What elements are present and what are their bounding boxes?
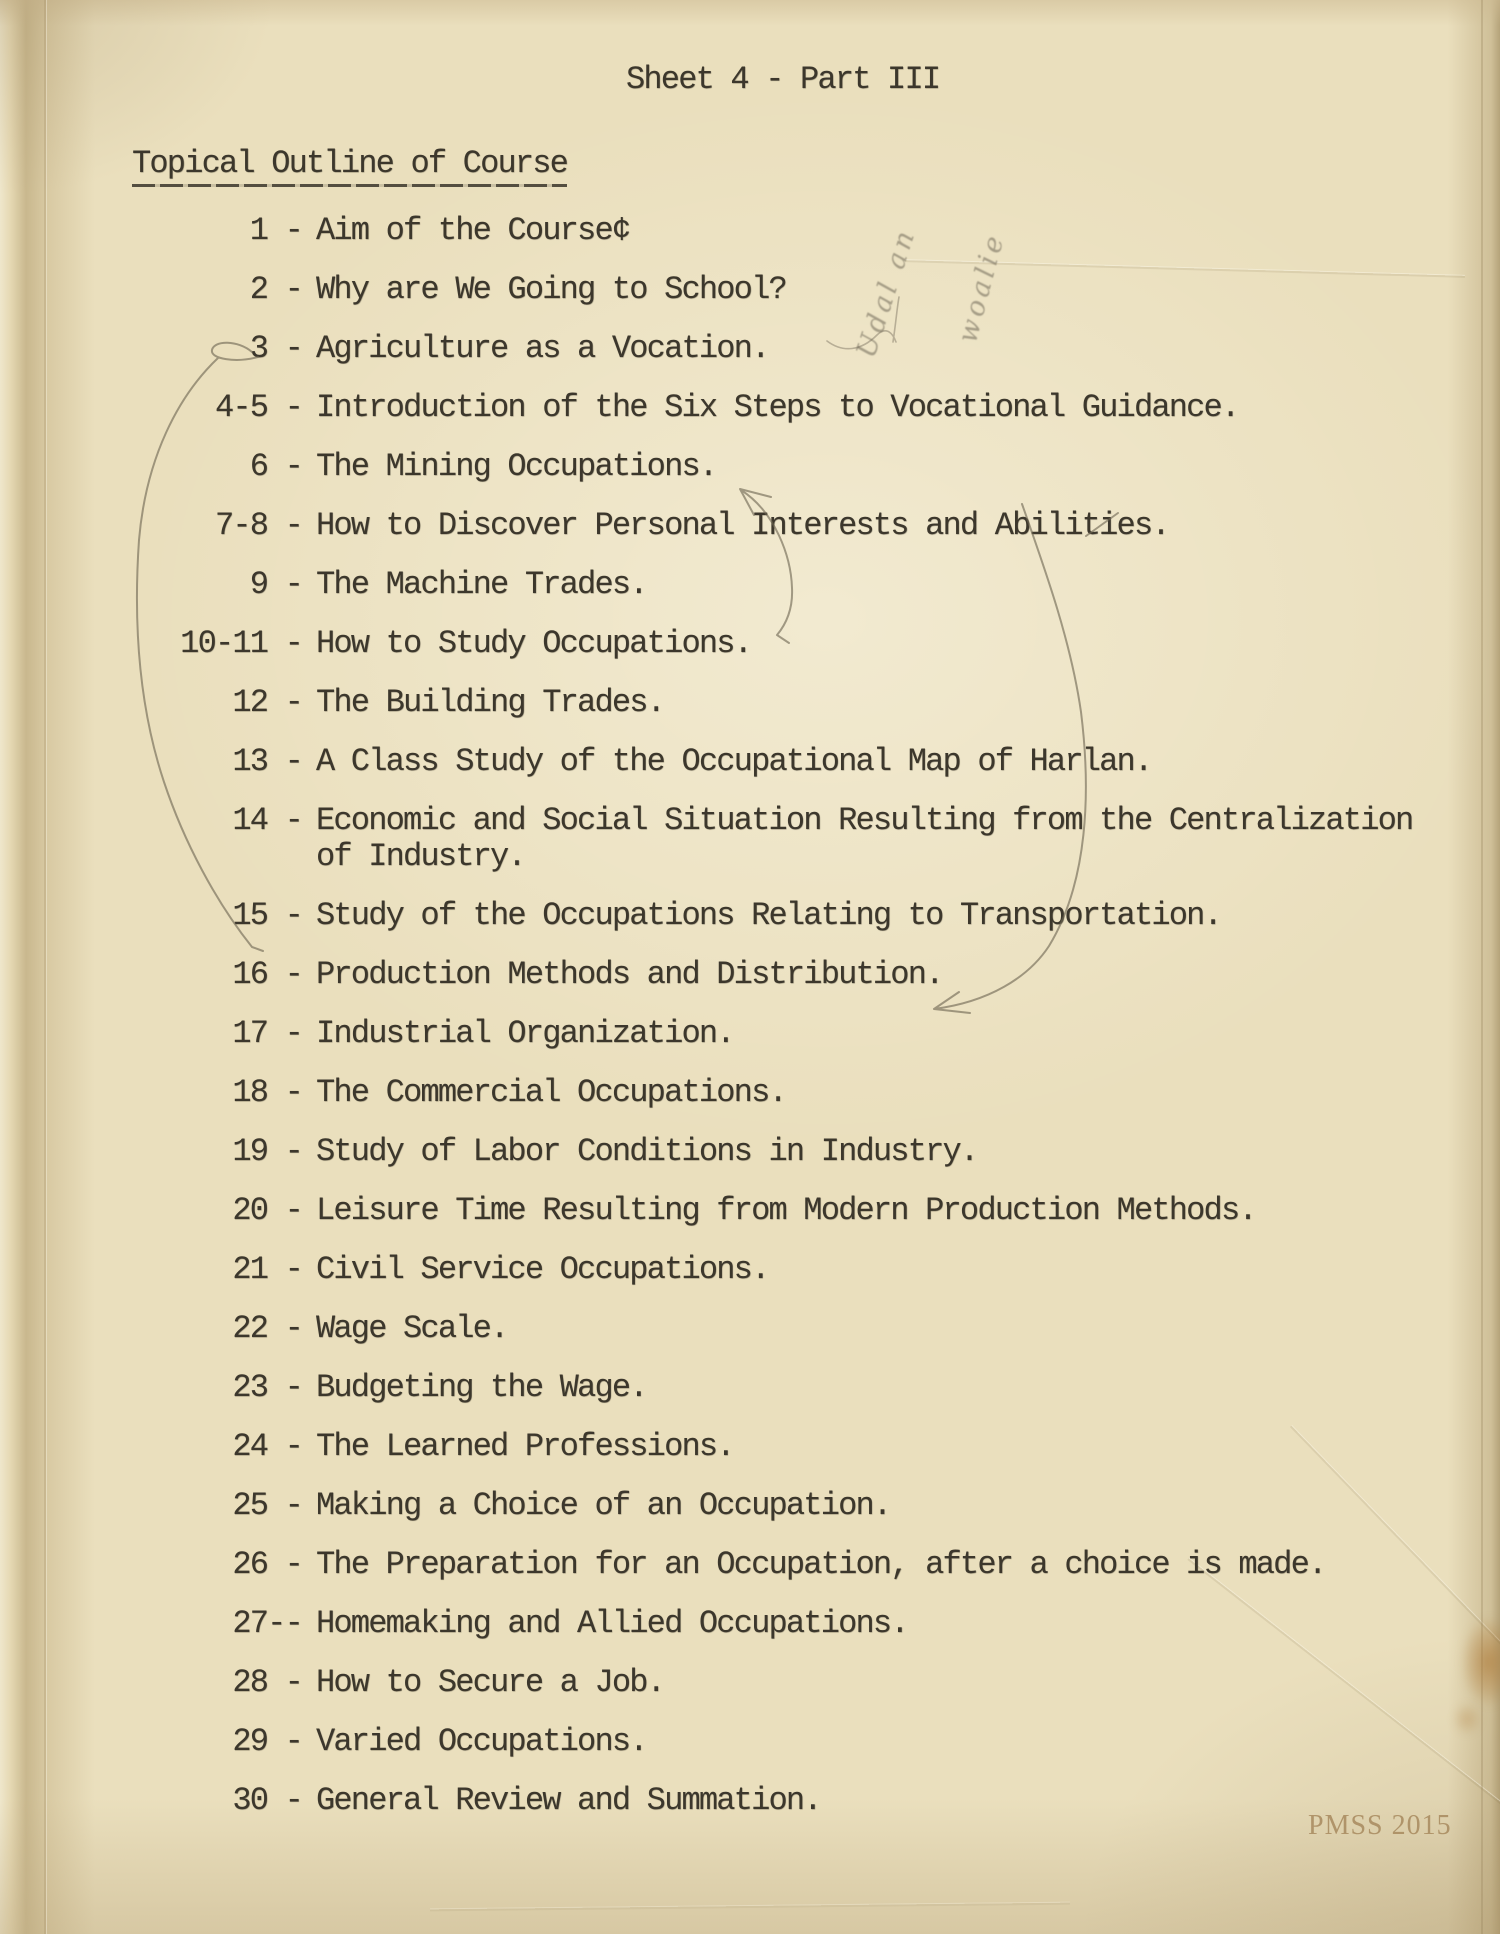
list-item (132, 1783, 1442, 1819)
item-number: 12 - (232, 684, 302, 721)
item-title: How to Secure a Job. (316, 1664, 665, 1701)
item-number: 3 - (249, 330, 302, 367)
item-title: Homemaking and Allied Occupations. (316, 1605, 908, 1642)
paper-crease (430, 1903, 1070, 1912)
item-title: The Learned Professions. (316, 1428, 734, 1465)
item-number: 7-8 - (214, 507, 302, 544)
list-item (132, 272, 1442, 308)
item-number: 6 - (249, 448, 302, 485)
item-title: Study of the Occupations Relating to Transportation. (316, 897, 1221, 934)
paper-edge-line (44, 0, 46, 1934)
watermark: PMSS 2015 (1308, 1810, 1452, 1841)
list-item (132, 744, 1442, 780)
list-item (132, 1606, 1442, 1642)
item-title: Budgeting the Wage. (316, 1369, 647, 1406)
item-number: 15 - (232, 897, 302, 934)
item-number: 2 - (249, 271, 302, 308)
stain-mark (1452, 1702, 1482, 1736)
item-number: 29 - (232, 1723, 302, 1760)
item-number: 4-5 - (214, 389, 302, 426)
list-item (132, 1134, 1442, 1170)
list-item (132, 390, 1442, 426)
list-item (132, 1724, 1442, 1760)
item-number: 30 - (232, 1782, 302, 1819)
list-item (132, 1193, 1442, 1229)
list-item (132, 957, 1442, 993)
list-item (132, 508, 1442, 544)
stain-mark (1460, 1616, 1500, 1708)
list-item (132, 1665, 1442, 1701)
list-item (132, 1547, 1442, 1583)
item-title: The Commercial Occupations. (316, 1074, 786, 1111)
list-item (132, 1311, 1442, 1347)
item-number: 28 - (232, 1664, 302, 1701)
item-title: Industrial Organization. (316, 1015, 734, 1052)
item-title: General Review and Summation. (316, 1782, 821, 1819)
item-title: Production Methods and Distribution. (316, 956, 943, 993)
item-title: Leisure Time Resulting from Modern Production Methods. (316, 1192, 1256, 1229)
list-item (132, 213, 1442, 249)
item-title: Agriculture as a Vocation. (316, 330, 769, 367)
list-item (132, 1370, 1442, 1406)
item-title: Wage Scale. (316, 1310, 508, 1347)
item-title: Study of Labor Conditions in Industry. (316, 1133, 978, 1170)
item-title: Why are We Going to School? (316, 271, 786, 308)
item-number: 13 - (232, 743, 302, 780)
item-title: Making a Choice of an Occupation. (316, 1487, 891, 1524)
item-title: The Preparation for an Occupation, after a choice is made. (316, 1546, 1326, 1583)
list-item (132, 898, 1442, 934)
item-number: 16 - (232, 956, 302, 993)
sheet-header: Sheet 4 - Part III (626, 61, 940, 98)
item-number: 22 - (232, 1310, 302, 1347)
list-item (132, 567, 1442, 603)
item-title: Introduction of the Six Steps to Vocational Guidance. (316, 389, 1239, 426)
page-title: Topical Outline of Course (132, 146, 567, 187)
handwritten-pencil-note-line1: Udal an (851, 223, 923, 362)
item-number: 1 - (249, 212, 302, 249)
list-item (132, 331, 1442, 367)
item-number: 19 - (232, 1133, 302, 1170)
item-number: 25 - (232, 1487, 302, 1524)
list-item (132, 626, 1442, 662)
list-item (132, 449, 1442, 485)
item-title: Aim of the Course¢ (316, 212, 630, 249)
item-title: Varied Occupations. (316, 1723, 647, 1760)
item-number: 18 - (232, 1074, 302, 1111)
item-number: 20 - (232, 1192, 302, 1229)
item-title: Civil Service Occupations. (316, 1251, 769, 1288)
item-number: 21 - (232, 1251, 302, 1288)
topic-list (132, 213, 1442, 1842)
item-title: A Class Study of the Occupational Map of Harlan. (316, 743, 1152, 780)
item-number: 10-11 - (180, 625, 302, 662)
list-item (132, 1488, 1442, 1524)
item-number: 14 - (232, 802, 302, 839)
item-title: The Machine Trades. (316, 566, 647, 603)
item-title: How to Discover Personal Interests and Abilities. (316, 507, 1169, 544)
item-number: 27-- (232, 1605, 302, 1642)
list-item (132, 803, 1442, 875)
item-title: The Mining Occupations. (316, 448, 717, 485)
item-title: How to Study Occupations. (316, 625, 752, 662)
list-item (132, 685, 1442, 721)
item-number: 24 - (232, 1428, 302, 1465)
item-number: 17 - (232, 1015, 302, 1052)
list-item (132, 1429, 1442, 1465)
list-item (132, 1252, 1442, 1288)
item-number: 23 - (232, 1369, 302, 1406)
list-item (132, 1016, 1442, 1052)
item-number: 9 - (249, 566, 302, 603)
handwritten-pencil-note-line2: woalie (952, 229, 1012, 347)
item-title: The Building Trades. (316, 684, 665, 721)
item-title: Economic and Social Situation Resulting from the Centralization of Industry. (316, 802, 1413, 875)
item-number: 26 - (232, 1546, 302, 1583)
list-item (132, 1075, 1442, 1111)
